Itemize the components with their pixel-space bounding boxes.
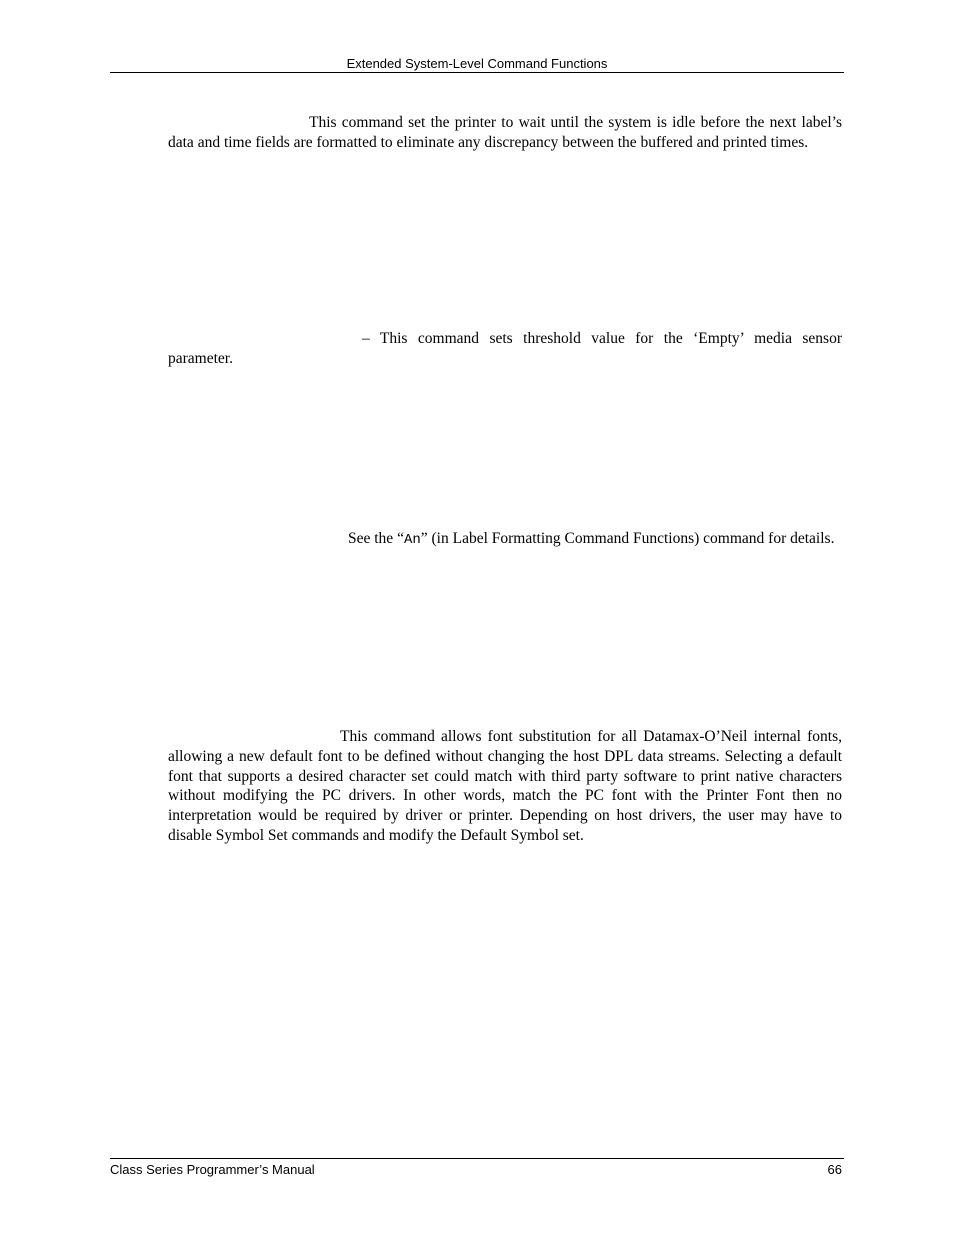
paragraph-an-reference [168, 529, 842, 551]
header-rule [110, 72, 844, 73]
paragraph-text-after: ” (in Label Formatting Command Functions) command for details. [420, 530, 835, 547]
paragraph-text: – This command sets threshold value for the ‘Empty’ media sensor parameter. [168, 330, 842, 367]
paragraph-empty-sensor-threshold [168, 329, 842, 369]
footer-manual-title: Class Series Programmer’s Manual [110, 1162, 315, 1177]
paragraph-idle-wait [168, 113, 842, 153]
header-title: Extended System-Level Command Functions [346, 56, 608, 71]
paragraph-text: This command set the printer to wait until the system is idle before the next label’s data and time fields are formatted to eliminate any discrepancy between the buffered and printed times. [168, 114, 842, 151]
paragraph-font-substitution [168, 727, 842, 846]
footer-rule [110, 1158, 844, 1159]
command-code: An [403, 532, 421, 548]
paragraph-text: This command allows font substitution for all Datamax-O’Neil internal fonts, allowing a new default font to be defined without changing the host DPL data streams. Selecting a default font that supports a desired character set could match with third party software to print native characters without modifying the PC drivers. In other words, match the PC font with the Printer Font then no interpretation would be required by driver or printer. Depending on host drivers, the user may have to disable Symbol Set commands and modify the Default Symbol set. [168, 728, 842, 844]
paragraph-text-before: See the “ [348, 530, 404, 547]
footer-page-number: 66 [827, 1162, 842, 1177]
